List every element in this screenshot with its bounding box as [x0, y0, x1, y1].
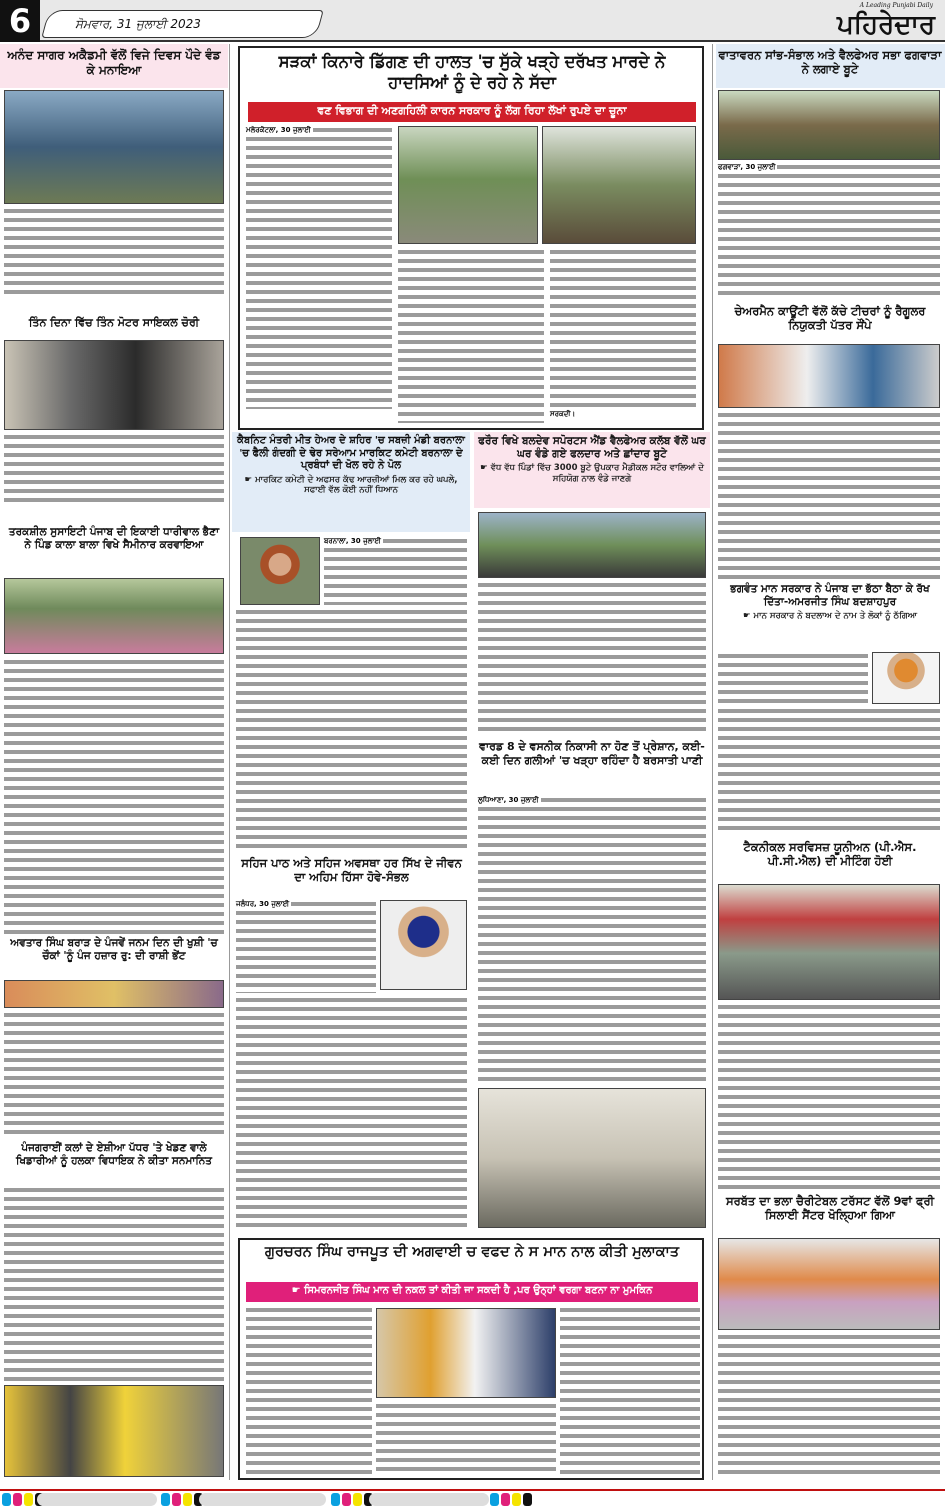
color-marks	[331, 1493, 373, 1506]
headline: ਟੈਕਨੀਕਲ ਸਰਵਿਸਜ਼ ਯੂਨੀਅਨ (ਪੀ.ਐਸ. ਪੀ.ਸੀ.ਐਲ) ਦੀ ਮੀਟਿੰਗ ਹੋਈ	[743, 840, 917, 869]
article-text	[550, 248, 696, 408]
dateline: ਬਰਨਾਲਾ, 30 ਜੁਲਾਈ	[324, 537, 381, 545]
photo-teachers	[718, 344, 940, 408]
newspaper-logo: ਪਹਿਰੇਦਾਰ	[837, 10, 935, 40]
article-text	[4, 658, 224, 934]
closing-text: ਸਰਕਦੀ।	[550, 410, 576, 418]
article-text	[236, 996, 467, 1230]
headline: ਕੈਬਨਿਟ ਮੰਤਰੀ ਮੀਤ ਹੇਅਰ ਦੇ ਸ਼ਹਿਰ 'ਚ ਸਬਜ਼ੀ ਮੰਡੀ ਬਰਨਾਲਾ 'ਚ ਫੈਲੀ ਗੰਦਗੀ ਦੇ ਢੇਰ ਸਰੇਆਮ ਮਾਰਕਿਟ ਕਮੇਟੀ ਬਰਨਾਲਾ ਦੇ ਪ੍ਰਬੰਧਾਂ ਦੀ ਖੋਲ ਰਹੇ ਨੇ ਪੋਲ	[237, 435, 465, 471]
lead-headline: ਸੜਕਾਂ ਕਿਨਾਰੇ ਡਿੱਗਣ ਦੀ ਹਾਲਤ 'ਚ ਸੁੱਕੇ ਖੜ੍ਹੇ ਦਰੱਖਤ ਮਾਰਦੇ ਨੇ ਹਾਦਸਿਆਂ ਨੂੰ ਦੇ ਰਹੇ ਨੇ ਸੱਦਾ	[278, 52, 666, 92]
headline: ਭਗਵੰਤ ਮਾਨ ਸਰਕਾਰ ਨੇ ਪੰਜਾਬ ਦਾ ਭੱਠਾ ਬੈਠਾ ਕੇ ਰੱਖ ਦਿੱਤਾ-ਅਮਰਜੀਤ ਸਿੰਘ ਬਦਸ਼ਾਹਪੁਰ	[730, 583, 930, 609]
issue-date: ਸੋਮਵਾਰ, 31 ਜੁਲਾਈ 2023	[75, 17, 201, 31]
bottom-headline: ਗੁਰਚਰਨ ਸਿੰਘ ਰਾਜਪੂਤ ਦੀ ਅਗਵਾਈ ਚ ਵਫਦ ਨੇ ਸ ਮਾਨ ਨਾਲ ਕੀਤੀ ਮੁਲਾਕਾਤ	[264, 1244, 680, 1260]
masthead	[0, 0, 945, 42]
story-heading-group	[478, 435, 706, 485]
article-text	[4, 433, 224, 505]
article-text	[4, 207, 224, 299]
subhead-text: ਵੱਧ ਵੱਧ ਪਿੰਡਾਂ ਵਿੱਚ 3000 ਬੂਟੇ ਉਪਕਾਰ ਮੈਡੀਕਲ ਸਟੋਰ ਵਾਲਿਆਂ ਦੇ ਸਹਿਯੋਗ ਨਾਲ ਵੰਡੇ ਜਾਣਗੇ	[490, 463, 704, 484]
article-text	[246, 1306, 372, 1476]
color-marks	[490, 1493, 532, 1506]
dateline: ਜਲੰਧਰ, 30 ਜੁਲਾਈ	[236, 900, 290, 908]
lead-subhead: ਵਣ ਵਿਭਾਗ ਦੀ ਅਣਗਹਿਲੀ ਕਾਰਨ ਸਰਕਾਰ ਨੂੰ ਲੱਗ ਰਿਹਾ ਲੱਖਾਂ ਰੁਪਏ ਦਾ ਚੂਨਾ	[317, 104, 627, 117]
article-text	[718, 163, 940, 299]
subhead	[236, 475, 466, 496]
subhead	[718, 611, 942, 622]
lead-story	[238, 46, 704, 430]
pointing-hand-icon: ☛	[742, 611, 754, 622]
photo-seminar	[4, 578, 224, 654]
photo-plant-distribution	[478, 512, 706, 578]
pointing-hand-icon: ☛	[244, 474, 256, 485]
tagline: A Leading Punjabi Daily	[859, 2, 933, 9]
story-heading-group	[718, 583, 942, 622]
print-registration-bar	[0, 1489, 945, 1491]
photo-politician-portrait	[872, 652, 940, 704]
subhead-text: ਮਾਨ ਸਰਕਾਰ ਨੇ ਬਦਲਾਅ ਦੇ ਨਾਮ ਤੇ ਲੋਕਾਂ ਨੂੰ ਠੱਗਿਆ	[753, 611, 918, 622]
story-heading-group	[236, 435, 466, 496]
article-text	[718, 652, 868, 704]
article-text	[718, 1003, 940, 1189]
pointing-hand-icon: ☛	[480, 463, 491, 474]
article-text	[398, 248, 544, 423]
dateline: ਲੁਧਿਆਣਾ, 30 ਜੁਲਾਈ	[478, 796, 539, 804]
article-text	[246, 126, 392, 409]
subhead-text: ਸਿਮਰਨਜੀਤ ਸਿੰਘ ਮਾਨ ਦੀ ਨਕਲ ਤਾਂ ਕੀਤੀ ਜਾ ਸਕਦੀ ਹੈ ,ਪਰ ਉਨ੍ਹਾਂ ਵਰਗਾ ਬਣਨਾ ਨਾ ਮੁਮਕਿਨ	[304, 1285, 653, 1296]
article-text	[4, 1186, 224, 1382]
article-text	[324, 537, 467, 605]
headline: ਤਿੰਨ ਦਿਨਾ ਵਿੱਚ ਤਿੰਨ ਮੋਟਰ ਸਾਇਕਲ ਚੋਰੀ	[28, 316, 200, 329]
article-text	[236, 900, 376, 993]
headline: ਵਾਤਾਵਰਨ ਸਾਂਭ-ਸੰਭਾਲ ਅਤੇ ਵੈਲਫੇਅਰ ਸਭਾ ਫਗਵਾੜਾ ਨੇ ਲਗਾਏ ਬੂਟੇ	[718, 48, 942, 77]
photo-union-meeting	[718, 884, 940, 1000]
headline: ਫਰੌਰ ਵਿਖੇ ਬਲਦੇਵ ਸਪੋਰਟਸ ਐਂਡ ਵੈਲਫੇਅਰ ਕਲੱਬ ਵੱਲੋਂ ਘਰ ਘਰ ਵੰਡੇ ਗਏ ਫਲਦਾਰ ਅਤੇ ਛਾਂਦਾਰ ਬੂਟੇ	[478, 435, 706, 461]
photo-sikh-speaker	[380, 900, 467, 990]
article-text	[478, 796, 706, 1084]
headline: ਸਹਿਜ ਪਾਠ ਅਤੇ ਸਹਿਜ ਅਵਸਥਾ ਹਰ ਸਿੱਖ ਦੇ ਜੀਵਨ ਦਾ ਅਹਿਮ ਹਿੱਸਾ ਹੋਵੇ-ਸੰਭਲ	[241, 856, 462, 885]
headline: ਪੰਜਗਰਾਈਂ ਕਲਾਂ ਦੇ ਏਸ਼ੀਆ ਪੱਧਰ 'ਤੇ ਖੇਡਣ ਵਾਲੇ ਖਿਡਾਰੀਆਂ ਨੂੰ ਹਲਕਾ ਵਿਧਾਇਕ ਨੇ ਕੀਤਾ ਸਨਮਾਨਿਤ	[15, 1142, 213, 1168]
bottom-subhead	[246, 1284, 698, 1297]
left-column	[0, 44, 228, 1480]
dateline: ਫਗਵਾੜਾ, 30 ਜੁਲਾਈ	[718, 163, 776, 171]
article-text	[236, 608, 467, 853]
pointing-hand-icon: ☛	[291, 1285, 305, 1296]
headline: ਅਨੰਦ ਸਾਗਰ ਅਕੈਡਮੀ ਵੱਲੋਂ ਵਿਜੇ ਦਿਵਸ ਪੌਦੇ ਵੰਡ ਕੇ ਮਨਾਇਆ	[7, 48, 221, 77]
article-text	[718, 411, 940, 579]
article-text	[718, 707, 940, 835]
photo-motorcycle	[4, 340, 224, 430]
article-text	[560, 1306, 700, 1476]
headline: ਤਰਕਸ਼ੀਲ ਸੁਸਾਇਟੀ ਪੰਜਾਬ ਦੀ ਇਕਾਈ ਧਾਰੀਵਾਲ ਭੈਣਾ ਨੇ ਪਿੰਡ ਕਾਲਾ ਬਾਲਾ ਵਿਖੇ ਸੈਮੀਨਾਰ ਕਰਵਾਇਆ	[8, 526, 220, 552]
bottom-story	[238, 1238, 704, 1480]
page-number: 6	[0, 0, 40, 42]
photo-fallen-tree	[542, 126, 696, 244]
photo-dry-tree-road	[398, 126, 538, 244]
photo-delegation-meeting	[376, 1308, 556, 1398]
article-text	[718, 1333, 940, 1478]
headline: ਅਵਤਾਰ ਸਿੰਘ ਬਰਾੜ ਦੇ ਪੰਜਵੇਂ ਜਨਮ ਦਿਨ ਦੀ ਖੁਸ਼ੀ 'ਚ ਚੌਕਾਂ 'ਨੂੰ ਪੰਜ ਹਜ਼ਾਰ ਰੁ: ਦੀ ਰਾਸ਼ੀ ਭੇਂਟ	[10, 937, 218, 963]
subhead-text: ਮਾਰਕਿਟ ਕਮੇਟੀ ਦੇ ਅਫਸਰ ਕੱਢ ਆਰਜ਼ੀਆਂ ਮਿਲ ਕਰ ਰਹੇ ਘਪਲੇ, ਸਫਾਈ ਵੱਲ ਕੋਈ ਨਹੀਂ ਧਿਆਨ	[255, 474, 458, 496]
photo-sewing-centre	[718, 1238, 940, 1330]
photo-tree-planting	[718, 90, 940, 160]
article-text	[376, 1402, 556, 1476]
photo-man-portrait	[240, 537, 320, 605]
subhead	[478, 463, 706, 484]
article-text	[4, 1011, 224, 1139]
headline: ਵਾਰਡ 8 ਦੇ ਵਸਨੀਕ ਨਿਕਾਸੀ ਨਾ ਹੋਣ ਤੋਂ ਪ੍ਰੇਸ਼ਾਨ, ਕਈ-ਕਈ ਦਿਨ ਗਲੀਆਂ 'ਚ ਖੜ੍ਹਾ ਰਹਿੰਦਾ ਹੈ ਬਰਸਾਤੀ ਪਾਣੀ	[479, 740, 705, 767]
photo-students-plants	[4, 90, 224, 204]
color-marks	[161, 1493, 203, 1506]
headline: ਚੇਅਰਮੈਨ ਕਾਊਂਟੀ ਵੱਲੋਂ ਕੱਚੇ ਟੀਚਰਾਂ ਨੂੰ ਰੈਗੂਲਰ ਨਿਯੁਕਤੀ ਪੱਤਰ ਸੌਂਪੇ	[734, 304, 926, 333]
photo-players	[4, 1385, 224, 1477]
article-text	[478, 581, 706, 735]
headline: ਸਰਬੱਤ ਦਾ ਭਲਾ ਚੈਰੀਟੇਬਲ ਟਰੱਸਟ ਵੱਲੋਂ 9ਵਾਂ ਫ੍ਰੀ ਸਿਲਾਈ ਸੈਂਟਰ ਖੋਲ੍ਹਿਆ ਗਿਆ	[725, 1194, 935, 1223]
photo-cheque	[4, 980, 224, 1008]
photo-waterlogged-street	[478, 1088, 706, 1228]
dateline: ਮਲੇਰਕੋਟਲਾ, 30 ਜੁਲਾਈ	[246, 126, 311, 134]
